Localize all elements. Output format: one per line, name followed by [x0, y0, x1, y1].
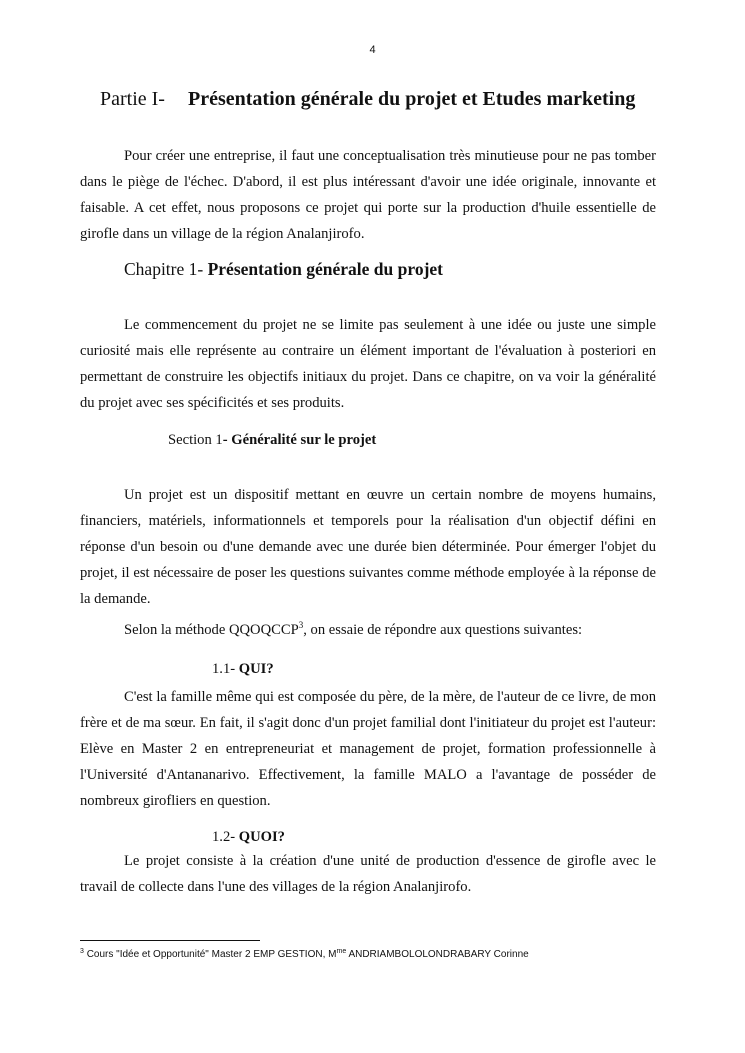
footnote-separator: [80, 940, 260, 941]
footnote-title-sup: me: [336, 948, 347, 955]
section-heading: [168, 432, 376, 449]
method-text: Selon la méthode QQOQCCP: [124, 622, 299, 638]
quoi-paragraph: Le projet consiste à la création d'une unité de production d'essence de girofle avec le travail de collecte dans l'une des villages de la région Analanjirofo.: [80, 853, 656, 895]
qui-paragraph: C'est la famille même qui est composée du père, de la mère, de l'auteur de ce livre, de mon frère et de ma sœur. En fait, il s'agit donc d'un projet familial dont l'initiateur du projet est l'auteur: Elève en Master 2 en entrepreneuriat et management de projet, formation professionnelle à l'Université d'Antananarivo. Effectivement, la famille MALO a l'avantage de posséder de nombreux girofliers en question.: [80, 689, 656, 809]
footnote-ref: 3: [298, 620, 304, 630]
qui-number: 1.1-: [212, 661, 236, 677]
method-text-end: , on essaie de répondre aux questions suivantes:: [303, 622, 583, 638]
part-label: Partie I-: [100, 88, 165, 110]
footnote-number: 3: [80, 948, 84, 955]
section-label: Section 1: [168, 432, 223, 448]
qui-title: QUI?: [238, 661, 274, 677]
chapter-paragraph: Le commencement du projet ne se limite pas seulement à une idée ou juste une simple curiosité mais elle représente au contraire un élément important de l'évaluation à posteriori en permettant de construire les objectifs initiaux du projet. Dans ce chapitre, on va voir la généralité du projet avec ses spécificités et ses produits.: [80, 317, 656, 411]
intro-paragraph: Pour créer une entreprise, il faut une conceptualisation très minutieuse pour ne pas tomber dans le piège de l'échec. D'abord, il est plus intéressant d'avoir une idée originale, innovante et faisable. A cet effet, nous proposons ce projet qui porte sur la production d'huile essentielle de girofle dans un village de la région Analanjirofo.: [80, 148, 656, 242]
chapter-heading: [124, 259, 443, 280]
footnote-text: Cours "Idée et Opportunité" Master 2 EMP GESTION, M: [86, 949, 337, 960]
method-line: [124, 622, 582, 639]
section-title: - Généralité sur le projet: [222, 432, 377, 448]
part-heading: [100, 88, 635, 111]
chapter-label: Chapitre 1-: [124, 259, 204, 279]
chapter-title: Présentation générale du projet: [207, 259, 443, 279]
qui-heading: [212, 661, 274, 678]
page-number: 4: [369, 44, 376, 56]
footnote: [80, 949, 529, 960]
quoi-title: QUOI?: [238, 829, 285, 845]
footnote-text-end: ANDRIAMBOLOLONDRABARY Corinne: [346, 949, 529, 960]
quoi-number: 1.2-: [212, 829, 236, 845]
section-paragraph: Un projet est un dispositif mettant en œuvre un certain nombre de moyens humains, financiers, matériels, informationnels et temporels pour la réalisation d'un objectif défini en réponse d'un besoin ou d'une demande avec une durée bien déterminée. Pour émerger l'objet du projet, il est nécessaire de poser les questions suivantes comme méthode employée à la réponse de la demande.: [80, 487, 656, 607]
part-title: Présentation générale du projet et Etudes marketing: [188, 88, 636, 110]
quoi-heading: [212, 829, 285, 846]
